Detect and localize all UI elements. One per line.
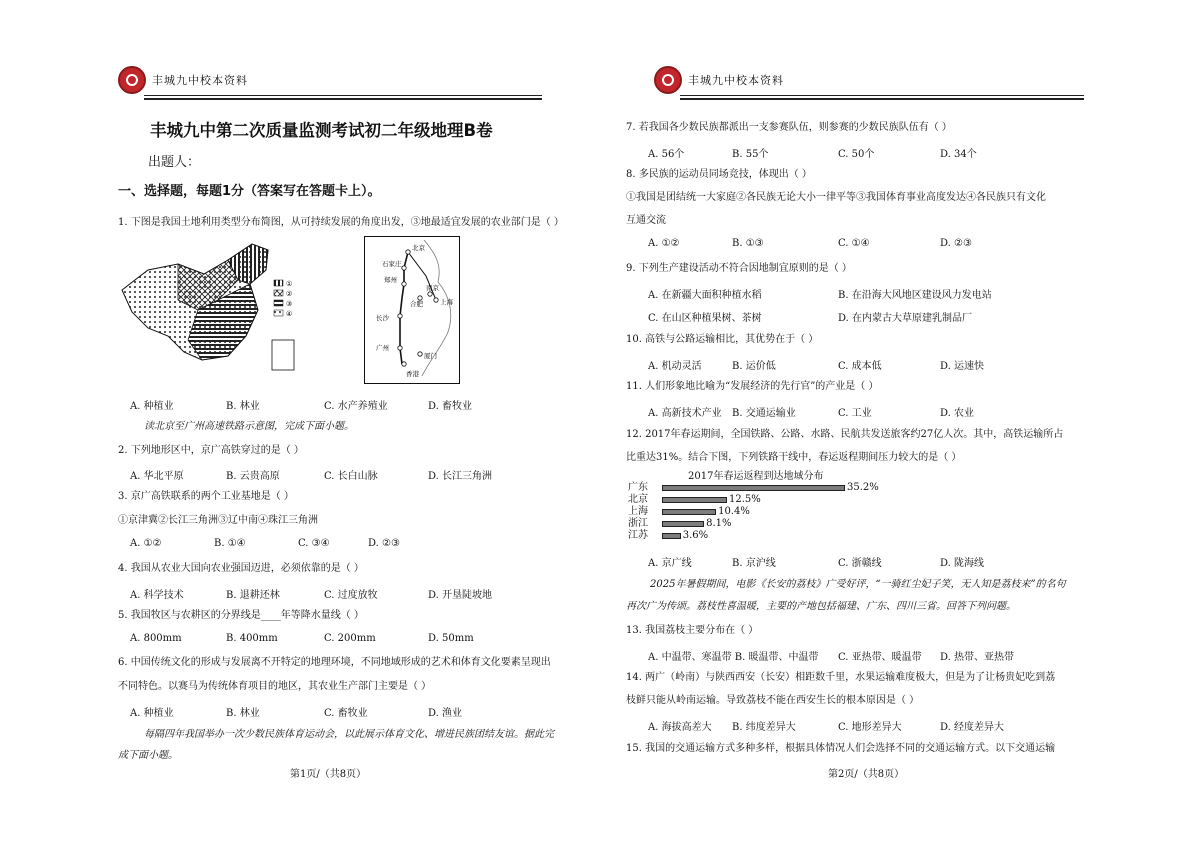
option[interactable]: B. 在沿海大风地区建设风力发电站 (838, 290, 992, 301)
option[interactable]: C. 水产养殖业 (324, 401, 388, 412)
intro-text: 再次广为传颂。荔枝性喜温暖，主要的产地包括福建、广东、四川三省。回答下列问题。 (626, 601, 1016, 612)
city-label: 长沙 (376, 314, 389, 322)
question-10-stem: 10. 高铁与公路运输相比，其优势在于（ ） (626, 334, 819, 345)
header-rule (680, 98, 1084, 100)
question-15-stem: 15. 我国的交通运输方式多种多样，根据具体情况人们会选择不同的交通运输方式。以下交通运输 (626, 743, 1056, 754)
question-12-stem: 12. 2017年春运期间，全国铁路、公路、水路、民航共发送旅客约27亿人次。其中，高铁运输所占 (626, 429, 1064, 440)
option[interactable]: C. 亚热带、暖温带 (838, 652, 922, 663)
question-14-stem: 枝鲜只能从岭南运输。导致荔枝不能在西安生长的根本原因是（ ） (626, 695, 920, 706)
question-8-items: 互通交流 (626, 215, 666, 226)
city-label: 合肥 (410, 300, 423, 308)
page-header (118, 66, 542, 98)
school-name: 丰城九中校本资料 (152, 74, 248, 87)
chart-value-label: 8.1% (706, 518, 732, 529)
option[interactable]: D. 热带、亚热带 (940, 652, 1015, 663)
question-11-stem: 11. 人们形象地比喻为“发展经济的先行官”的产业是（ ） (626, 381, 879, 392)
exam-page-2 (600, 0, 1200, 849)
option[interactable]: A. 中温带、寒温带 B. 暖温带、中温带 (648, 652, 819, 663)
option[interactable]: C. 浙赣线 (838, 558, 882, 569)
option[interactable]: B. 运价低 (732, 361, 776, 372)
page-title: 丰城九中第二次质量监测考试初二年级地理B卷 (150, 121, 493, 140)
intro-text: 成下面小题。 (118, 750, 178, 761)
city-label: 香港 (406, 370, 419, 378)
option[interactable]: D. ②③ (940, 238, 972, 249)
chart-category-label: 广东 (628, 482, 648, 493)
chart-bar (662, 485, 845, 491)
travel-distribution-chart (628, 470, 968, 546)
option[interactable]: C. 工业 (838, 408, 872, 419)
option[interactable]: D. 经度差异大 (940, 722, 1005, 733)
chart-value-label: 35.2% (847, 482, 879, 493)
city-label: 广州 (376, 344, 389, 352)
question-3-stem: 3. 京广高铁联系的两个工业基地是（ ） (118, 491, 294, 502)
option[interactable]: D. ②③ (368, 538, 400, 549)
option[interactable]: A. 海拔高差大 (648, 722, 712, 733)
land-use-map (118, 240, 308, 380)
option[interactable]: D. 农业 (940, 408, 975, 419)
option[interactable]: B. 云贵高原 (226, 471, 280, 482)
city-label: 上海 (440, 298, 453, 306)
chart-category-label: 北京 (628, 494, 648, 505)
option[interactable]: A. 华北平原 (130, 471, 184, 482)
option[interactable]: A. 56个 (648, 149, 685, 160)
option[interactable]: C. 成本低 (838, 361, 882, 372)
author-line: 出题人： (148, 155, 201, 170)
chart-bar (662, 533, 681, 539)
school-logo-icon (654, 66, 682, 94)
question-6-stem: 不同特色。以赛马为传统体育项目的地区，其农业生产部门主要是（ ） (118, 681, 432, 692)
question-7-stem: 7. 若我国各少数民族都派出一支参赛队伍，则参赛的少数民族队伍有（ ） (626, 122, 952, 133)
option[interactable]: B. 纬度差异大 (732, 722, 796, 733)
chart-category-label: 上海 (628, 506, 648, 517)
chart-bar (662, 521, 704, 527)
chart-value-label: 3.6% (682, 530, 709, 541)
chart-value-label: 12.5% (729, 494, 761, 505)
city-label: 厦门 (424, 352, 437, 360)
option[interactable]: A. ①② (130, 538, 162, 549)
option[interactable]: B. 交通运输业 (732, 408, 796, 419)
option[interactable]: A. 京广线 (648, 558, 692, 569)
intro-text: 2025年暑假期间，电影《长安的荔枝》广受好评，“一骑红尘妃子笑，无人知是荔枝来”的名句 (650, 579, 1066, 590)
option[interactable]: D. 运速快 (940, 361, 985, 372)
question-5-stem: 5. 我国牧区与农耕区的分界线是____年等降水量线（ ） (118, 610, 364, 621)
question-8-stem: 8. 多民族的运动员同场竞技，体现出（ ） (626, 169, 812, 180)
question-2-stem: 2. 下列地形区中，京广高铁穿过的是（ ） (118, 445, 304, 456)
question-6-stem: 6. 中国传统文化的形成与发展离不开特定的地理环境，不同地域形成的艺术和体育文化要素呈现出 (118, 657, 551, 668)
option[interactable]: C. 畜牧业 (324, 708, 368, 719)
question-12-stem: 比重达31%。结合下图，下列铁路干线中，春运返程期间压力较大的是（ ） (626, 452, 962, 463)
section-heading: 一、选择题，每题1分（答案写在答题卡上）。 (118, 184, 381, 199)
school-logo-icon (118, 66, 146, 94)
option[interactable]: B. 林业 (226, 401, 260, 412)
school-name: 丰城九中校本资料 (688, 74, 784, 87)
option[interactable]: D. 50mm (428, 633, 474, 644)
option[interactable]: B. 京沪线 (732, 558, 776, 569)
option[interactable]: D. 开垦陡坡地 (428, 590, 493, 601)
chart-category-label: 浙江 (628, 518, 648, 529)
intro-text: 每隔四年我国举办一次少数民族体育运动会，以此展示体育文化、增进民族团结友谊。据此完 (144, 729, 554, 740)
option[interactable]: A. 高新技术产业 (648, 408, 722, 419)
question-13-stem: 13. 我国荔枝主要分布在（ ） (626, 625, 759, 636)
option[interactable]: A. 在新疆大面积种植水稻 (648, 290, 762, 301)
page-footer: 第2页/（共8页） (828, 769, 905, 780)
header-rule (144, 95, 542, 96)
header-rule (144, 98, 542, 100)
option[interactable]: D. 陇海线 (940, 558, 985, 569)
question-14-stem: 14. 两广（岭南）与陕西西安（长安）相距数千里，水果运输难度极大，但是为了让杨贵妃吃到荔 (626, 672, 1056, 683)
city-label: 南京 (426, 284, 439, 292)
option[interactable]: A. 800mm (130, 633, 182, 644)
question-3-items: ①京津冀②长江三角洲③辽中南④珠江三角洲 (118, 515, 318, 526)
option[interactable]: C. 地形差异大 (838, 722, 902, 733)
option[interactable]: C. 200mm (324, 633, 376, 644)
option[interactable]: B. 退耕还林 (226, 590, 280, 601)
option[interactable]: B. ①④ (214, 538, 246, 549)
header-rule (680, 95, 1084, 96)
option[interactable]: C. 50个 (838, 149, 875, 160)
option[interactable]: D. 渔业 (428, 708, 463, 719)
option[interactable]: C. 长白山脉 (324, 471, 378, 482)
question-8-items: ①我国是团结统一大家庭②各民族无论大小一律平等③我国体育事业高度发达④各民族只有文化 (626, 192, 1046, 203)
option[interactable]: D. 畜牧业 (428, 401, 473, 412)
chart-title: 2017年春运返程到达地域分布 (688, 471, 824, 482)
rail-map (364, 236, 460, 384)
legend-label: ④ (286, 310, 293, 318)
option[interactable]: A. 种植业 (130, 401, 174, 412)
option[interactable]: C. 在山区种植果树、茶树 (648, 313, 762, 324)
option[interactable]: D. 34个 (940, 149, 977, 160)
legend-label: ② (286, 290, 293, 298)
legend-label: ① (286, 280, 293, 288)
city-label: 郑州 (384, 276, 397, 284)
option[interactable]: C. ①④ (838, 238, 870, 249)
option[interactable]: A. 机动灵活 (648, 361, 702, 372)
option[interactable]: D. 在内蒙古大草原建乳制品厂 (838, 313, 973, 324)
chart-bar (662, 509, 716, 515)
intro-text: 读北京至广州高速铁路示意图，完成下面小题。 (144, 421, 354, 432)
option[interactable]: C. 过度放牧 (324, 590, 378, 601)
page-header (654, 66, 1084, 98)
question-4-stem: 4. 我国从农业大国向农业强国迈进，必须依靠的是（ ） (118, 563, 364, 574)
legend-label: ③ (286, 300, 293, 308)
page-footer: 第1页/（共8页） (290, 769, 367, 780)
option[interactable]: B. 55个 (732, 149, 769, 160)
option[interactable]: B. ①③ (732, 238, 764, 249)
option[interactable]: B. 林业 (226, 708, 260, 719)
question-1-stem: 1. 下图是我国土地利用类型分布简图，从可持续发展的角度出发，③地最适宜发展的农业部门是（ ） (118, 217, 564, 228)
chart-value-label: 10.4% (718, 506, 750, 517)
option[interactable]: D. 长江三角洲 (428, 471, 493, 482)
chart-category-label: 江苏 (628, 530, 648, 541)
chart-bar (662, 497, 727, 503)
city-label: 石家庄 (382, 260, 402, 268)
option[interactable]: A. 科学技术 (130, 590, 184, 601)
option[interactable]: C. ③④ (298, 538, 330, 549)
question-9-stem: 9. 下列生产建设活动不符合因地制宜原则的是（ ） (626, 263, 852, 274)
city-label: 北京 (412, 244, 425, 252)
option[interactable]: A. ①② (648, 238, 680, 249)
option[interactable]: A. 种植业 (130, 708, 174, 719)
option[interactable]: B. 400mm (226, 633, 278, 644)
